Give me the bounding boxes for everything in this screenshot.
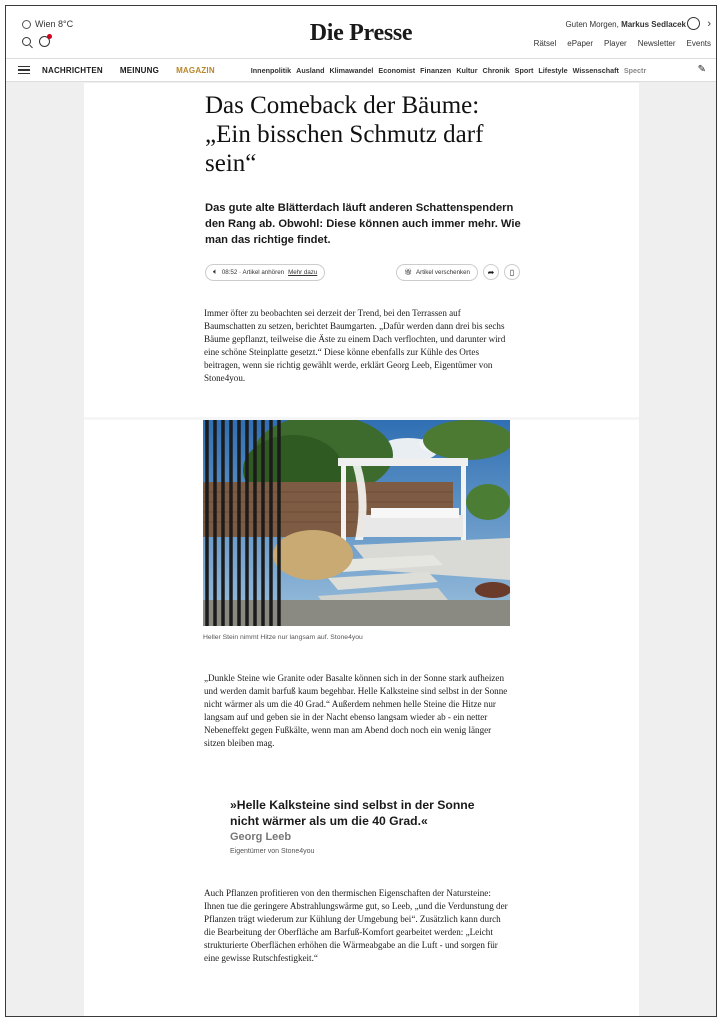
- utility-link-player[interactable]: Player: [604, 39, 627, 48]
- utility-links: [534, 39, 711, 48]
- audio-more-link[interactable]: Mehr dazu: [288, 268, 318, 276]
- weather-text: Wien 8°C: [35, 19, 74, 29]
- share-icon[interactable]: ➦: [483, 264, 499, 280]
- utility-link-newsletter[interactable]: Newsletter: [637, 39, 676, 48]
- article-paragraph-3: Auch Pflanzen profitieren von den thermischen Eigenschaften der Natursteine: Ihnen tue die geringere Abstrahlungswärme gut, so Leeb, „und die Verdunstung der Pflanzen trägt wiederum zur Kühlung der Umgebung bei“. Zusätzlich kann durch die Bearbeitung der Oberfläche am Barfuß-Komfort gearbeitet werden: „Leicht strukturierte Oberflächen erhöhen die Wärmeabgabe an die Luft - und sorgen für eine gewisse Rutschfestigkeit.“: [204, 888, 508, 964]
- article-paragraph-2: „Dunkle Steine wie Granite oder Basalte können sich in der Sonne stark aufheizen und werden damit barfuß kaum begehbar. Helle Kalksteine sind selbst in der Sonne nicht wärmer als um die 40 Grad.“ Außerdem nehmen helle Steine die Hitze nur langsam auf und geben sie in der Nacht ebenso langsam wieder ab - ein netter Nebeneffekt gegen Fußkälte, wenn man am Abend doch noch ein wenig länger sitzen bleiben mag.: [204, 673, 508, 749]
- nav-magazin[interactable]: MAGAZIN: [176, 65, 215, 75]
- subnav-item[interactable]: Klimawandel: [329, 65, 374, 75]
- quote-author: Georg Leeb: [230, 831, 292, 843]
- article-actions: [205, 262, 520, 282]
- navigation-bar: [6, 58, 716, 82]
- greeting: Guten Morgen, Markus Sedlacek: [565, 20, 686, 29]
- audio-player-button[interactable]: [205, 264, 325, 281]
- article-paragraph-1: Immer öfter zu beobachten sei derzeit der Trend, bei den Terrassen auf Baumschatten zu setzen, berichtet Baumgarten. „Dafür werden dann drei bis sechs Bäume gepflanzt, teilweise die Äste zu einem Dach verflochten, und darunter wird eine schöne Steinplatte gesetzt.“ Diese könne ebenfalls zur Kühle des Ortes beitragen, wenn sie richtig gewählt werde, erklärt Georg Leeb, Eigentümer von Stone4you.: [204, 308, 506, 384]
- utility-link-raetsel[interactable]: Rätsel: [533, 39, 557, 48]
- subnav-item[interactable]: Economist: [378, 65, 416, 75]
- speaker-icon: 🔈︎: [213, 267, 218, 276]
- gift-icon: 🎁︎: [404, 269, 412, 276]
- nav-nachrichten[interactable]: NACHRICHTEN: [42, 65, 103, 75]
- article-content: [84, 83, 639, 1017]
- gift-article-button[interactable]: [396, 264, 478, 281]
- garden-terrace-photo: [203, 420, 510, 626]
- quote-text: »Helle Kalksteine sind selbst in der Sonne nicht wärmer als um die 40 Grad.«: [230, 798, 475, 828]
- subnav-item[interactable]: Lifestyle: [538, 65, 568, 75]
- utility-link-epaper[interactable]: ePaper: [567, 39, 594, 48]
- subnav-item[interactable]: Chronik: [482, 65, 510, 75]
- subnav-item[interactable]: Finanzen: [420, 65, 452, 75]
- user-icon[interactable]: [687, 17, 700, 30]
- pencil-icon[interactable]: ✎: [697, 64, 706, 75]
- site-logo[interactable]: Die Presse: [309, 20, 413, 46]
- pull-quote: [230, 797, 500, 855]
- browser-frame: [5, 5, 717, 1017]
- bookmark-icon[interactable]: ▯: [504, 264, 520, 280]
- subnav-item[interactable]: Ausland: [296, 65, 325, 75]
- subnav-item[interactable]: Wissenschaft: [572, 65, 619, 75]
- quote-role: Eigentümer von Stone4you: [230, 848, 315, 855]
- image-caption: Heller Stein nimmt Hitze nur langsam auf. Stone4you: [203, 634, 363, 641]
- nav-meinung[interactable]: MEINUNG: [119, 65, 160, 75]
- site-header: [6, 6, 716, 58]
- subnav-item[interactable]: Kultur: [456, 65, 478, 75]
- sub-navigation: [251, 66, 646, 75]
- article-title: Das Comeback der Bäume: „Ein bisschen Schmutz darf sein“: [205, 92, 484, 177]
- article-image[interactable]: [203, 420, 510, 626]
- gift-label: Artikel verschenken: [416, 268, 470, 276]
- subnav-item[interactable]: Innenpolitik: [250, 65, 292, 75]
- subnav-item[interactable]: Sport: [514, 65, 534, 75]
- article-lead: Das gute alte Blätterdach läuft anderen Schattenspendern den Rang ab. Obwohl: Diese können auch immer mehr. Wie man das richtige findet.: [205, 202, 521, 246]
- audio-label: 08:52 · Artikel anhören: [221, 268, 285, 276]
- chevron-right-icon[interactable]: ›: [707, 18, 711, 30]
- subnav-item[interactable]: Spectr: [623, 65, 647, 75]
- utility-link-events[interactable]: Events: [686, 39, 711, 48]
- menu-icon[interactable]: [18, 66, 30, 74]
